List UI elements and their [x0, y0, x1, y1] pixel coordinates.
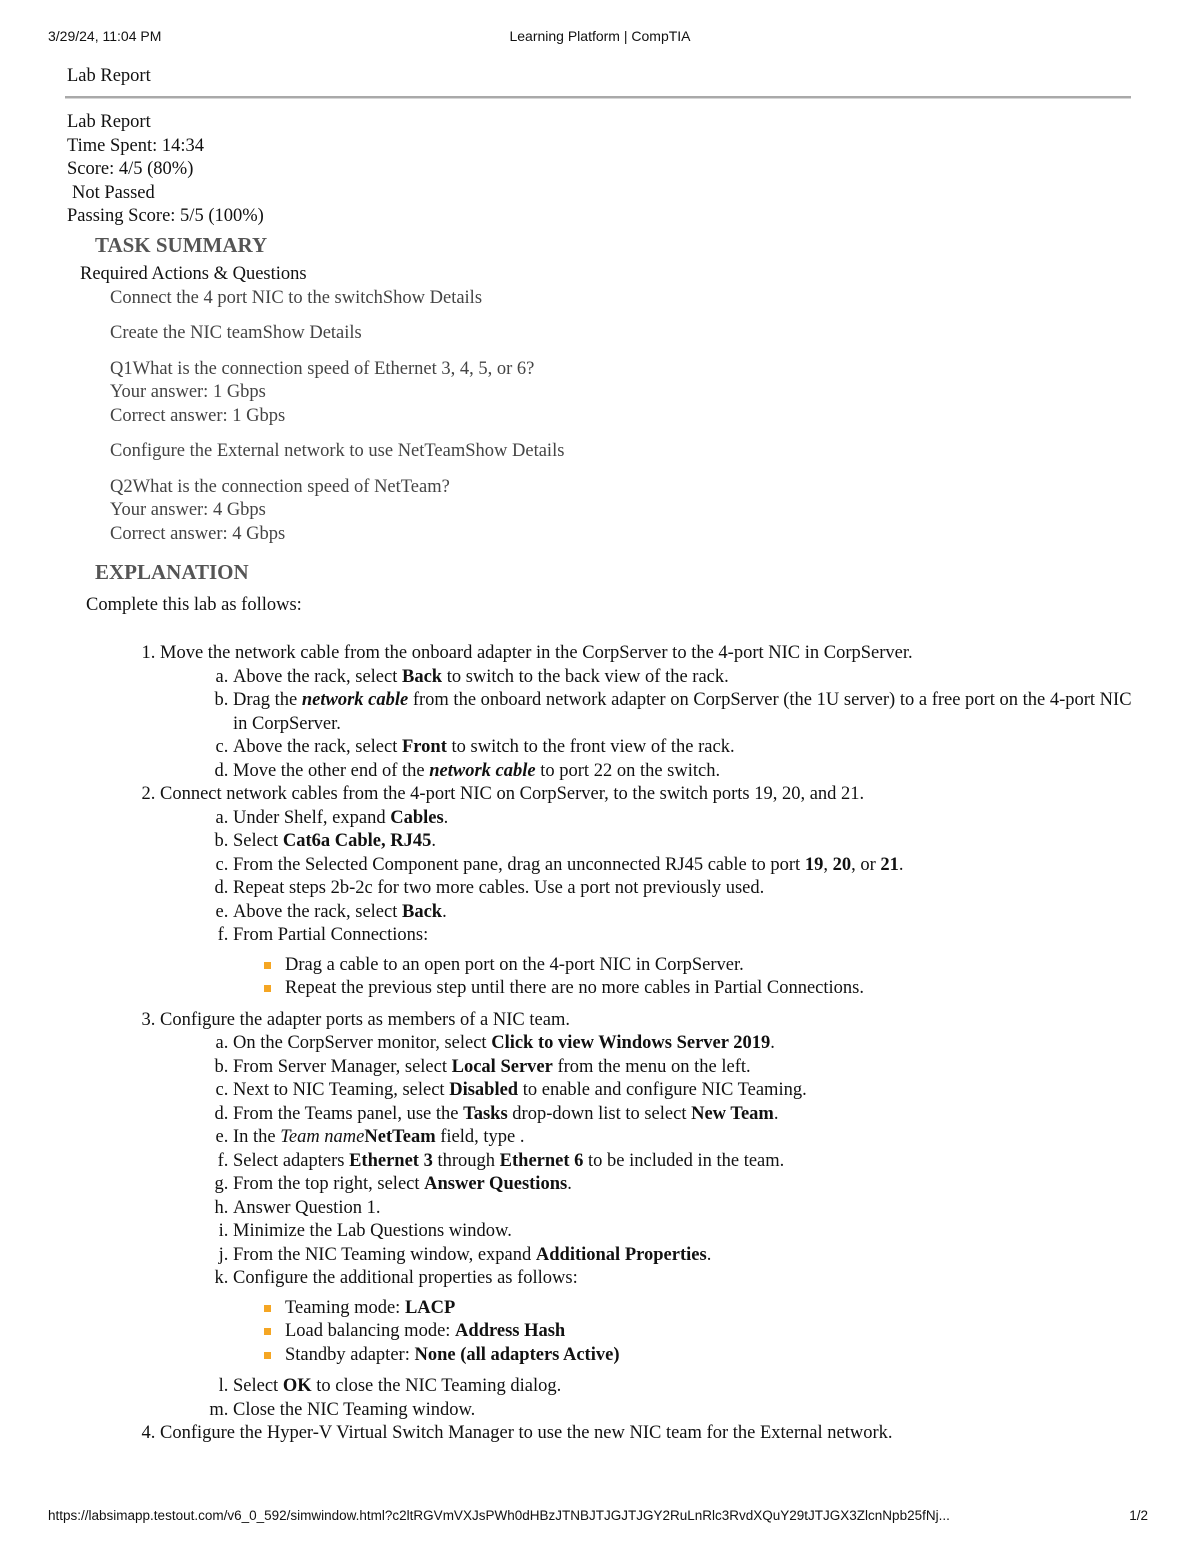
ui-term: Front [402, 737, 447, 757]
task-text: Create the NIC team [110, 323, 263, 343]
step-text: From the Teams panel, use the [233, 1103, 464, 1124]
substep-item [233, 1032, 1137, 1056]
substep-item [233, 1375, 1137, 1399]
show-details-link[interactable]: Show Details [262, 323, 362, 343]
ui-object: network cable [301, 690, 409, 710]
your-answer: Your answer: 4 Gbps [110, 500, 266, 520]
ui-term: Answer Questions [424, 1174, 568, 1194]
task-text: Connect the 4 port NIC to the switch [110, 287, 383, 308]
step-text: From Server Manager, select [233, 1056, 452, 1077]
task-item [110, 358, 1137, 429]
substep-item [233, 666, 1137, 690]
explanation-section [67, 558, 1137, 1446]
step-item [160, 1422, 1137, 1446]
report-heading: Lab Report [67, 66, 151, 86]
task-list [67, 287, 1137, 547]
step-text: to close the NIC Teaming dialog. [311, 1376, 562, 1396]
explanation-title: EXPLANATION [95, 560, 249, 584]
step-text: In the [233, 1127, 281, 1147]
substep-item [233, 924, 1137, 1001]
step-text: . [898, 854, 904, 875]
task-line [110, 358, 1137, 382]
ui-term: 20 [832, 854, 852, 875]
task-text: What is the connection speed of NetTeam? [132, 476, 450, 497]
step-text: Move the other end of the [233, 760, 430, 781]
substep-item [233, 1126, 1137, 1150]
bullet-item [263, 1297, 1137, 1321]
your-answer: Your answer: 1 Gbps [110, 382, 266, 402]
print-footer [48, 1508, 1152, 1528]
bullet-list [233, 954, 1137, 1001]
ui-term: Back [402, 901, 443, 922]
score-summary [67, 111, 1137, 229]
show-details-link[interactable]: Show Details [382, 287, 483, 308]
step-text: On the CorpServer monitor, select [233, 1033, 492, 1053]
bullet-item [263, 1344, 1137, 1368]
step-text: Close the NIC Teaming window. [233, 1399, 476, 1420]
step-list [67, 642, 1137, 1446]
step-text: Configure the Hyper-V Virtual Switch Manager to use the new NIC team for the External network. [160, 1423, 893, 1443]
step-text: Minimize the Lab Questions window. [233, 1221, 512, 1241]
step-text: to switch to the front view of the rack. [446, 737, 735, 757]
task-text: What is the connection speed of Ethernet 3, 4, 5, or 6? [132, 358, 535, 379]
task-item [110, 287, 1137, 311]
ui-term: Ethernet 6 [499, 1150, 584, 1171]
step-text: From the NIC Teaming window, expand [233, 1244, 536, 1265]
substep-item [233, 901, 1137, 925]
step-text: , or [851, 854, 881, 875]
step-text: to switch to the back view of the rack. [442, 666, 729, 687]
bullet-item [263, 954, 1137, 978]
step-text: Next to NIC Teaming, select [233, 1080, 450, 1100]
step-item [160, 642, 1137, 783]
heading-divider [65, 96, 1131, 99]
task-line [110, 287, 1137, 311]
ui-term: Back [402, 666, 443, 687]
step-text: . [773, 1103, 779, 1124]
print-page-title: Learning Platform | CompTIA [509, 28, 691, 44]
task-summary-title: TASK SUMMARY [95, 232, 268, 257]
ui-term: Cables [390, 807, 444, 828]
ui-term: OK [282, 1376, 312, 1396]
step-text: . [442, 901, 447, 922]
substep-item [233, 807, 1137, 831]
substep-item [233, 1399, 1137, 1423]
bullet-text: Load balancing mode: [285, 1321, 456, 1341]
step-text: to be included in the team. [583, 1150, 785, 1171]
task-line [110, 440, 1137, 464]
print-url: https://labsimapp.testout.com/v6_0_592/simwindow.html?c2ltRGVmVXJsPWh0dHBzJTNBJTJGJTJGY2RuLnRlc3RvdXQuY29tJTJGX3ZlcnNpb25fNj... [48, 1508, 950, 1523]
substep-item [233, 877, 1137, 901]
required-actions-title: Required Actions & Questions [80, 263, 307, 284]
substep-item [233, 830, 1137, 854]
step-text: drop-down list to select [507, 1103, 692, 1124]
print-date: 3/29/24, 11:04 PM [48, 28, 162, 44]
task-line [110, 322, 1137, 346]
passing-score: Passing Score: 5/5 (100%) [67, 206, 264, 226]
step-text: . [443, 807, 449, 828]
step-text: Drag the [233, 690, 302, 710]
print-header [48, 28, 1152, 48]
substep-item [233, 736, 1137, 760]
field-name: Team name [280, 1127, 365, 1147]
bullet-text: Repeat the previous step until there are no more cables in Partial Connections. [285, 978, 864, 998]
ui-term: Local Server [451, 1056, 553, 1077]
step-text: to enable and configure NIC Teaming. [518, 1080, 807, 1100]
task-text: Configure the External network to use NetTeam [110, 441, 466, 461]
ui-term: Tasks [463, 1103, 508, 1124]
bullet-list [233, 1297, 1137, 1368]
step-text: Connect network cables from the 4-port NIC on CorpServer, to the switch ports 19, 20, and 21. [160, 784, 865, 804]
substep-list [160, 807, 1137, 1001]
substep-item [233, 1244, 1137, 1268]
bullet-value: Address Hash [455, 1321, 566, 1341]
step-text: Repeat steps 2b-2c for two more cables. Use a port not previously used. [233, 878, 765, 898]
substep-item [233, 1103, 1137, 1127]
substep-list [160, 1032, 1137, 1422]
ui-term: New Team [691, 1103, 774, 1124]
step-text: Select [233, 1376, 283, 1396]
bullet-item [263, 1320, 1137, 1344]
step-text: . [706, 1244, 712, 1265]
step-text: Answer Question 1. [233, 1197, 381, 1218]
step-text: . [770, 1033, 775, 1053]
step-text: from the menu on the left. [552, 1056, 751, 1077]
score: Score: 4/5 (80%) [67, 159, 194, 179]
ui-term: Disabled [449, 1080, 519, 1100]
ui-term: Cat6a Cable, RJ45 [282, 831, 432, 851]
step-text: Select adapters [233, 1150, 350, 1171]
substep-item [233, 1079, 1137, 1103]
step-text: . [519, 1127, 525, 1147]
step-text: Under Shelf, expand [233, 807, 391, 828]
task-line [110, 476, 1137, 500]
step-text: Select [233, 831, 283, 851]
question-number: Q2 [110, 476, 133, 497]
step-text: Move the network cable from the onboard adapter in the CorpServer to the 4-port NIC in CorpServer. [160, 643, 913, 663]
substep-list [160, 666, 1137, 784]
substep-item [233, 1197, 1137, 1221]
explanation-intro: Complete this lab as follows: [86, 595, 302, 615]
correct-answer: Correct answer: 4 Gbps [110, 523, 286, 544]
step-text: from the onboard network adapter on CorpServer (the 1U server) to a free port on the 4-port NIC in CorpServer. [233, 690, 1132, 734]
step-text: Configure the adapter ports as members of a NIC team. [160, 1009, 570, 1030]
show-details-link[interactable]: Show Details [465, 441, 565, 461]
ui-term: Additional Properties [535, 1244, 707, 1265]
time-spent: Time Spent: 14:34 [67, 135, 205, 156]
correct-answer: Correct answer: 1 Gbps [110, 405, 286, 426]
status-badge: Not Passed [72, 182, 155, 203]
ui-object: network cable [429, 760, 536, 781]
step-text: Above the rack, select [233, 901, 402, 922]
bullet-text: Drag a cable to an open port on the 4-port NIC in CorpServer. [285, 954, 744, 975]
task-item [110, 440, 1137, 464]
step-item [160, 1009, 1137, 1423]
substep-item [233, 760, 1137, 784]
substep-item [233, 1267, 1137, 1367]
bullet-text: Teaming mode: [285, 1297, 405, 1318]
task-item [110, 322, 1137, 346]
task-item [110, 476, 1137, 547]
step-text: through [432, 1150, 500, 1171]
bullet-item [263, 977, 1137, 1001]
substep-item [233, 1056, 1137, 1080]
lab-report-content [67, 62, 1137, 1446]
step-text: Configure the additional properties as follows: [233, 1268, 578, 1288]
step-text: . [567, 1174, 572, 1194]
step-text: . [431, 831, 436, 851]
ui-term: 19 [804, 854, 824, 875]
step-text: Above the rack, select [233, 737, 402, 757]
step-text: , [823, 854, 833, 875]
step-item [160, 783, 1137, 1001]
bullet-text: Standby adapter: [285, 1344, 415, 1365]
substep-item [233, 854, 1137, 878]
substep-item [233, 689, 1137, 736]
report-subheading: Lab Report [67, 112, 151, 132]
substep-item [233, 1220, 1137, 1244]
step-text: From the Selected Component pane, drag an unconnected RJ45 cable to port [233, 854, 805, 875]
step-text: field, type [435, 1127, 520, 1147]
ui-term: Ethernet 3 [349, 1150, 433, 1171]
step-text: Above the rack, select [233, 666, 402, 687]
step-text: From Partial Connections: [233, 925, 429, 945]
bullet-value: None (all adapters Active) [414, 1344, 620, 1365]
question-number: Q1 [110, 358, 133, 379]
substep-item [233, 1173, 1137, 1197]
step-text: From the top right, select [233, 1174, 425, 1194]
bullet-value: LACP [404, 1297, 456, 1318]
ui-term: NetTeam [364, 1127, 436, 1147]
step-text: to port 22 on the switch. [535, 760, 721, 781]
page-number: 1/2 [1129, 1508, 1148, 1523]
ui-term: Click to view Windows Server 2019 [491, 1033, 771, 1053]
substep-item [233, 1150, 1137, 1174]
ui-term: 21 [880, 854, 899, 875]
